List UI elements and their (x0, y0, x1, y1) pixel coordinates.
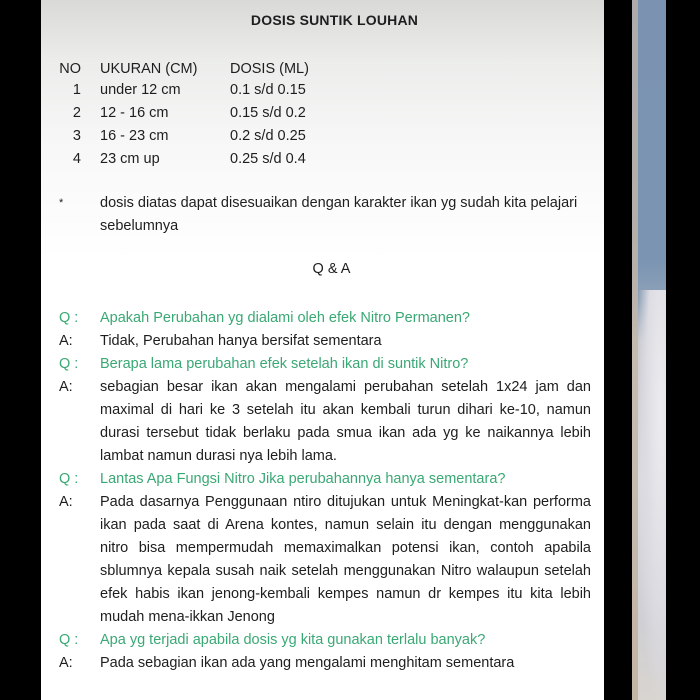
table-row (41, 148, 604, 170)
question-text: Apa yg terjadi apabila dosis yg kita gunakan terlalu banyak? (100, 632, 486, 648)
document-page (41, 0, 604, 700)
table-row (41, 125, 604, 147)
qa-question (41, 353, 591, 376)
qa-question (41, 468, 591, 491)
cell-dosis: 0.25 s/d 0.4 (230, 151, 306, 167)
qa-answer (41, 376, 591, 468)
answer-label: A: (59, 379, 73, 395)
question-label: Q : (59, 632, 79, 648)
cell-dosis: 0.1 s/d 0.15 (230, 82, 306, 98)
qa-question (41, 307, 591, 330)
cell-no: 4 (72, 151, 81, 167)
note-bullet: * (59, 197, 64, 209)
header-ukuran: UKURAN (CM) (100, 61, 198, 77)
answer-text: Pada dasarnya Penggunaan ntiro ditujukan untuk Meningkat-kan performa ikan pada saat di Arena kontes, namun selain itu dengan menggunakan nitro bisa mempermudah memaximalkan potensi ikan, contoh apabila sblumnya kepala susah naik setelah menggunakan Nitro walaupun setelah efek habis ikan jenong-kembali kempes namun dr kempes itu kita lebih mudah mena-ikkan Jenong (100, 494, 591, 625)
answer-label: A: (59, 494, 73, 510)
cell-ukuran: 16 - 23 cm (100, 128, 169, 144)
question-text: Lantas Apa Fungsi Nitro Jika perubahannya hanya sementara? (100, 471, 506, 487)
table-row (41, 102, 604, 124)
question-text: Berapa lama perubahan efek setelah ikan di suntik Nitro? (100, 356, 469, 372)
cell-dosis: 0.15 s/d 0.2 (230, 105, 306, 121)
header-dosis: DOSIS (ML) (230, 61, 309, 77)
question-text: Apakah Perubahan yg dialami oleh efek Nitro Permanen? (100, 310, 470, 326)
question-label: Q : (59, 471, 79, 487)
cell-no: 2 (72, 105, 81, 121)
page-title: DOSIS SUNTIK LOUHAN (250, 12, 419, 28)
cell-dosis: 0.2 s/d 0.25 (230, 128, 306, 144)
cell-no: 1 (72, 82, 81, 98)
table-header-row (41, 58, 604, 80)
question-label: Q : (59, 356, 79, 372)
cell-ukuran: under 12 cm (100, 82, 181, 98)
cell-ukuran: 23 cm up (100, 151, 160, 167)
note-text: dosis diatas dapat disesuaikan dengan karakter ikan yg sudah kita pelajari sebelumnya (100, 195, 578, 234)
qa-answer (41, 330, 591, 353)
qa-list (41, 307, 604, 675)
qa-answer (41, 491, 591, 629)
cell-ukuran: 12 - 16 cm (100, 105, 169, 121)
question-label: Q : (59, 310, 79, 326)
qa-question (41, 629, 591, 652)
table-row (41, 79, 604, 101)
qa-heading: Q & A (312, 261, 351, 277)
answer-text: Tidak, Perubahan hanya bersifat sementara (100, 333, 382, 349)
answer-text: sebagian besar ikan akan mengalami perubahan setelah 1x24 jam dan maximal di hari ke 3 setelah itu akan kembali turun dihari ke-10, namun durasi tersebut tidak berlaku pada smua ikan ada yg ke naikannya lebih lambat namun durasi nya lebih lama. (100, 379, 591, 464)
answer-label: A: (59, 655, 73, 671)
qa-answer (41, 652, 591, 675)
background-photo-strip (632, 0, 666, 700)
answer-text: Pada sebagian ikan ada yang mengalami menghitam sementara (100, 655, 515, 671)
cell-no: 3 (72, 128, 81, 144)
header-no: NO (59, 61, 81, 77)
answer-label: A: (59, 333, 73, 349)
